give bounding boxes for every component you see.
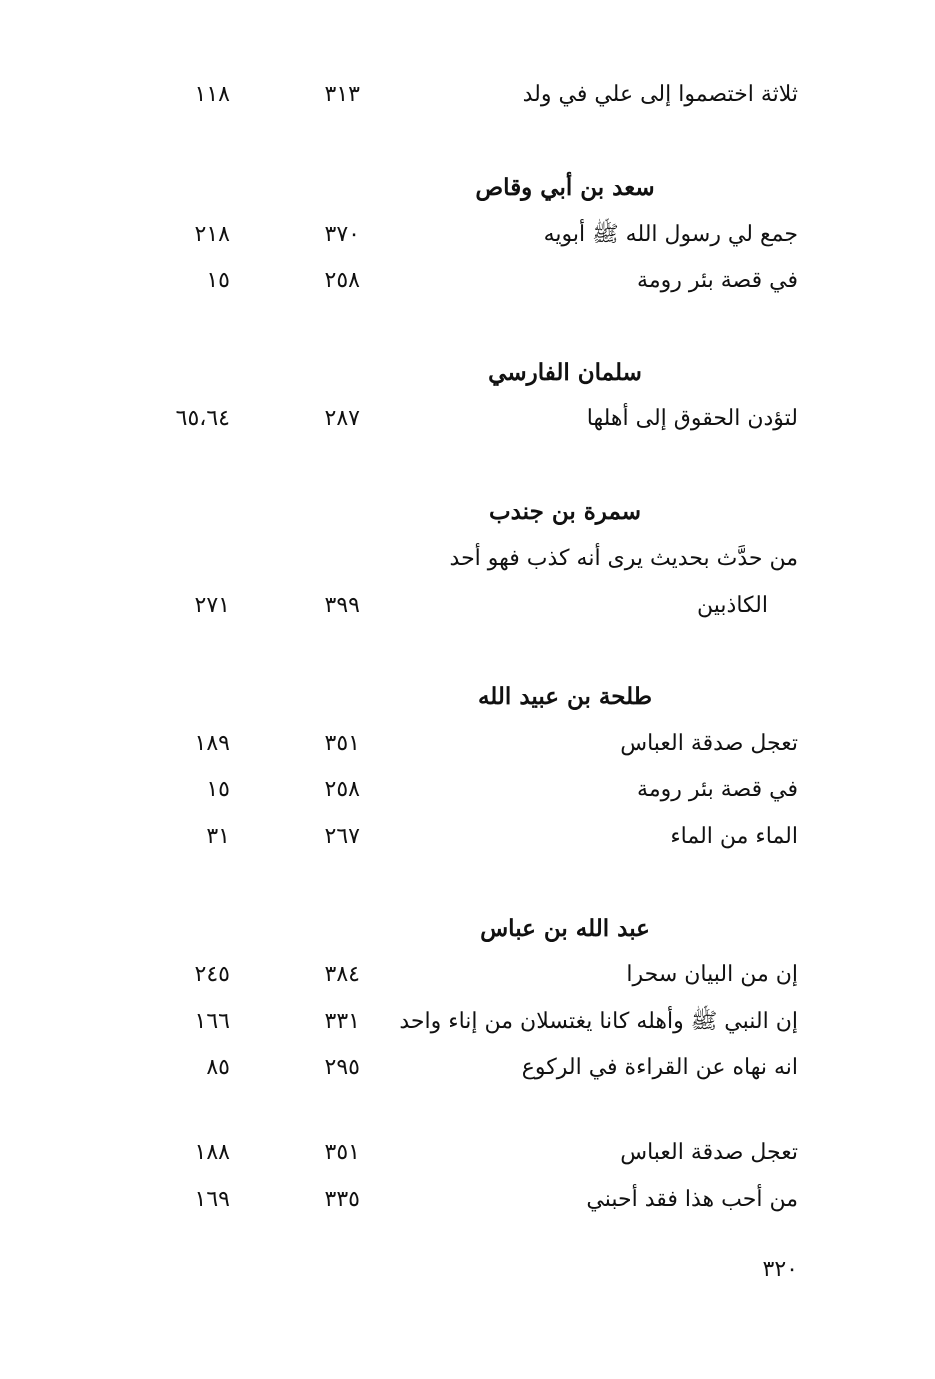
entry-number-secondary: ١٨٨ bbox=[194, 1140, 230, 1165]
index-entry bbox=[0, 1180, 935, 1220]
index-entry bbox=[0, 1002, 935, 1042]
entry-number-secondary: ٢١٨ bbox=[194, 222, 230, 247]
entry-text: تعجل صدقة العباس bbox=[620, 731, 798, 756]
entry-number-primary: ٣٧٠ bbox=[324, 222, 360, 247]
entry-number-primary: ٢٥٨ bbox=[324, 777, 360, 802]
entry-text: لتؤدن الحقوق إلى أهلها bbox=[586, 406, 798, 431]
entry-text: تعجل صدقة العباس bbox=[620, 1140, 798, 1165]
entry-number-primary: ٣٥١ bbox=[324, 731, 360, 756]
index-entry bbox=[0, 1048, 935, 1088]
entry-text: من أحب هذا فقد أحبني bbox=[586, 1187, 798, 1212]
entry-text: انه نهاه عن القراءة في الركوع bbox=[521, 1055, 798, 1080]
section-heading-text: سمرة بن جندب bbox=[488, 498, 642, 525]
entry-number-secondary: ٨٥ bbox=[206, 1055, 230, 1080]
index-entry bbox=[0, 75, 935, 115]
entry-text: جمع لي رسول الله ﷺ أبويه bbox=[543, 222, 798, 247]
section-heading bbox=[0, 677, 935, 717]
entry-number-secondary: ٦٥،٦٤ bbox=[175, 406, 230, 431]
index-entry bbox=[0, 817, 935, 857]
entry-text: الكاذبين bbox=[697, 593, 768, 618]
entry-text: في قصة بئر رومة bbox=[637, 777, 798, 802]
entry-number-secondary: ١٥ bbox=[206, 777, 230, 802]
entry-number-primary: ٣٣٥ bbox=[324, 1187, 360, 1212]
index-entry bbox=[0, 215, 935, 255]
entry-number-secondary: ٣١ bbox=[206, 824, 230, 849]
index-entry bbox=[0, 955, 935, 995]
entry-number-secondary: ١٥ bbox=[206, 268, 230, 293]
section-heading bbox=[0, 909, 935, 949]
index-entry bbox=[0, 539, 935, 579]
entry-number-primary: ٢٩٥ bbox=[324, 1055, 360, 1080]
entry-number-primary: ٢٦٧ bbox=[324, 824, 360, 849]
section-heading bbox=[0, 492, 935, 532]
entry-number-primary: ٣٣١ bbox=[324, 1009, 360, 1034]
entry-number-primary: ٢٨٧ bbox=[324, 406, 360, 431]
entry-number-primary: ٣٥١ bbox=[324, 1140, 360, 1165]
entry-number-secondary: ٢٧١ bbox=[194, 593, 230, 618]
index-entry bbox=[0, 724, 935, 764]
entry-text: في قصة بئر رومة bbox=[637, 268, 798, 293]
index-entry bbox=[0, 399, 935, 439]
entry-number-secondary: ٢٤٥ bbox=[194, 962, 230, 987]
index-entry bbox=[0, 770, 935, 810]
entry-number-secondary: ١٦٦ bbox=[194, 1009, 230, 1034]
entry-text: من حدَّث بحديث يرى أنه كذب فهو أحد bbox=[449, 546, 798, 571]
entry-number-secondary: ١٦٩ bbox=[194, 1187, 230, 1212]
page-number: ٣٢٠ bbox=[762, 1257, 798, 1282]
entry-number-primary: ٣٨٤ bbox=[324, 962, 360, 987]
entry-number-primary: ٣٩٩ bbox=[324, 593, 360, 618]
section-heading-text: عبد الله بن عباس bbox=[480, 915, 650, 942]
index-entry bbox=[0, 261, 935, 301]
section-heading bbox=[0, 168, 935, 208]
entry-text: إن النبي ﷺ وأهله كانا يغتسلان من إناء واحد bbox=[399, 1009, 798, 1034]
entry-number-secondary: ١٨٩ bbox=[194, 731, 230, 756]
section-heading-text: سعد بن أبي وقاص bbox=[475, 174, 655, 201]
section-heading bbox=[0, 353, 935, 393]
index-entry bbox=[0, 586, 935, 626]
section-heading-text: سلمان الفارسي bbox=[488, 359, 642, 386]
entry-number-primary: ٢٥٨ bbox=[324, 268, 360, 293]
entry-text: إن من البيان سحرا bbox=[626, 962, 798, 987]
section-heading-text: طلحة بن عبيد الله bbox=[477, 683, 653, 710]
entry-number-secondary: ١١٨ bbox=[194, 82, 230, 107]
entry-text: الماء من الماء bbox=[670, 824, 798, 849]
entry-number-primary: ٣١٣ bbox=[324, 82, 360, 107]
index-entry bbox=[0, 1133, 935, 1173]
entry-text: ثلاثة اختصموا إلى علي في ولد bbox=[522, 82, 798, 107]
